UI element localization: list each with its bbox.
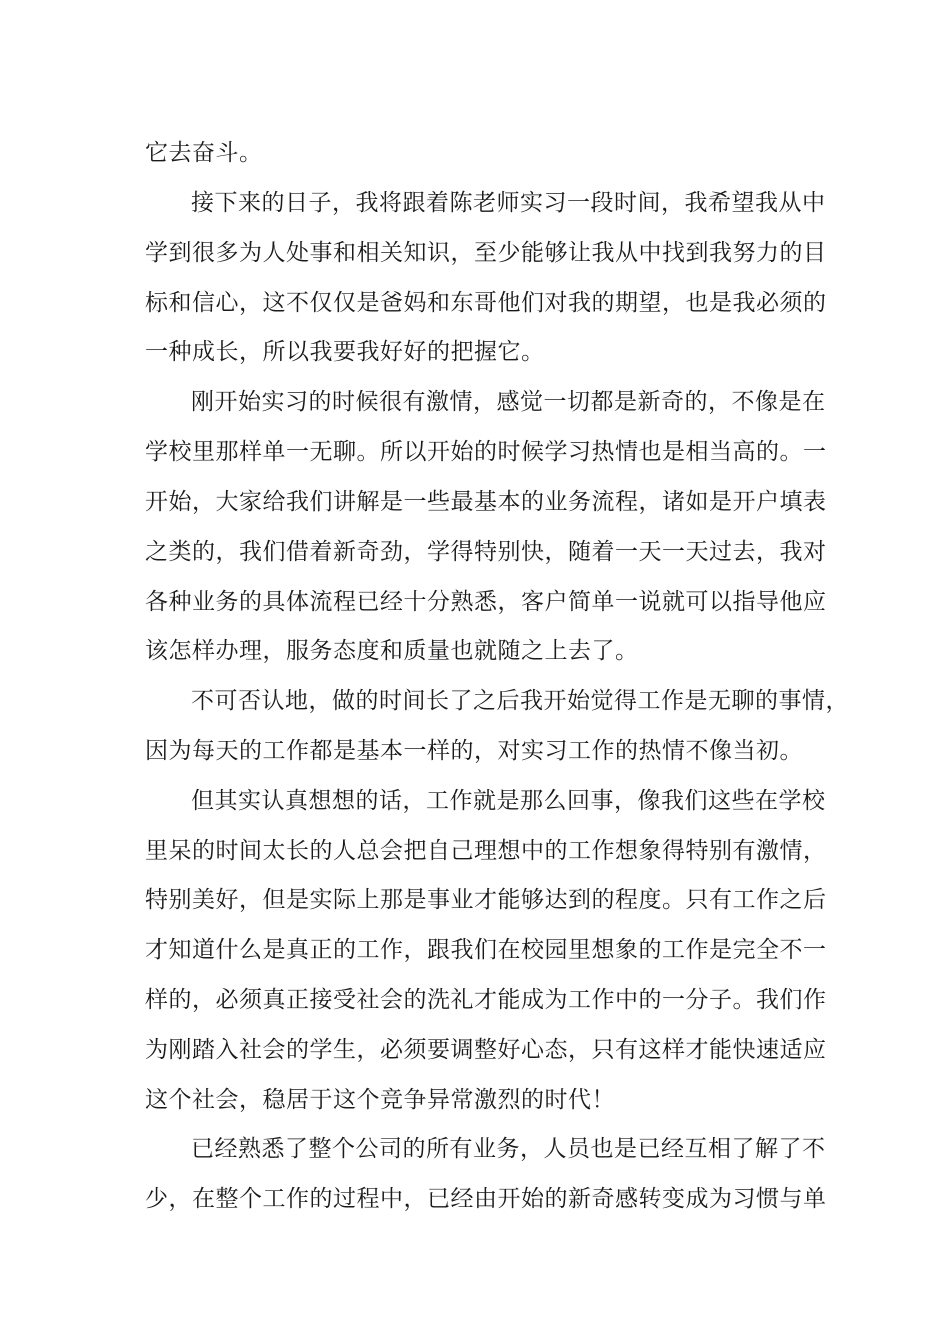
text-line: 样的，必须真正接受社会的洗礼才能成为工作中的一分子。我们作: [145, 987, 827, 1013]
text-line: 为刚踏入社会的学生，必须要调整好心态，只有这样才能快速适应: [145, 1037, 827, 1063]
text-line: 该怎样办理，服务态度和质量也就随之上去了。: [145, 638, 639, 664]
paragraph-first-line: 不可否认地，做的时间长了之后我开始觉得工作是无聊的事情，: [191, 688, 849, 714]
text-line: 它去奋斗。: [145, 140, 263, 166]
text-line: 标和信心，这不仅仅是爸妈和东哥他们对我的期望，也是我必须的: [145, 290, 827, 316]
paragraph-first-line: 刚开始实习的时候很有激情，感觉一切都是新奇的，不像是在: [191, 389, 826, 415]
text-line: 之类的，我们借着新奇劲，学得特别快，随着一天一天过去，我对: [145, 539, 827, 565]
text-line: 这个社会，稳居于这个竞争异常激烈的时代！: [145, 1087, 615, 1113]
text-line: 一种成长，所以我要我好好的把握它。: [145, 339, 545, 365]
text-line: 少，在整个工作的过程中，已经由开始的新奇感转变成为习惯与单: [145, 1186, 827, 1212]
text-line: 特别美好，但是实际上那是事业才能够达到的程度。只有工作之后: [145, 887, 827, 913]
paragraph-first-line: 但其实认真想想的话，工作就是那么回事，像我们这些在学校: [191, 788, 826, 814]
text-line: 里呆的时间太长的人总会把自己理想中的工作想象得特别有激情，: [145, 838, 827, 864]
paragraph-first-line: 接下来的日子，我将跟着陈老师实习一段时间，我希望我从中: [191, 190, 826, 216]
text-line: 开始，大家给我们讲解是一些最基本的业务流程，诸如是开户填表: [145, 489, 827, 515]
paragraph-first-line: 已经熟悉了整个公司的所有业务，人员也是已经互相了解了不: [191, 1136, 826, 1162]
text-line: 学校里那样单一无聊。所以开始的时候学习热情也是相当高的。一: [145, 439, 827, 465]
text-line: 因为每天的工作都是基本一样的，对实习工作的热情不像当初。: [145, 738, 803, 764]
text-line: 学到很多为人处事和相关知识，至少能够让我从中找到我努力的目: [145, 240, 827, 266]
text-line: 才知道什么是真正的工作，跟我们在校园里想象的工作是完全不一: [145, 937, 827, 963]
text-line: 各种业务的具体流程已经十分熟悉，客户简单一说就可以指导他应: [145, 589, 827, 615]
